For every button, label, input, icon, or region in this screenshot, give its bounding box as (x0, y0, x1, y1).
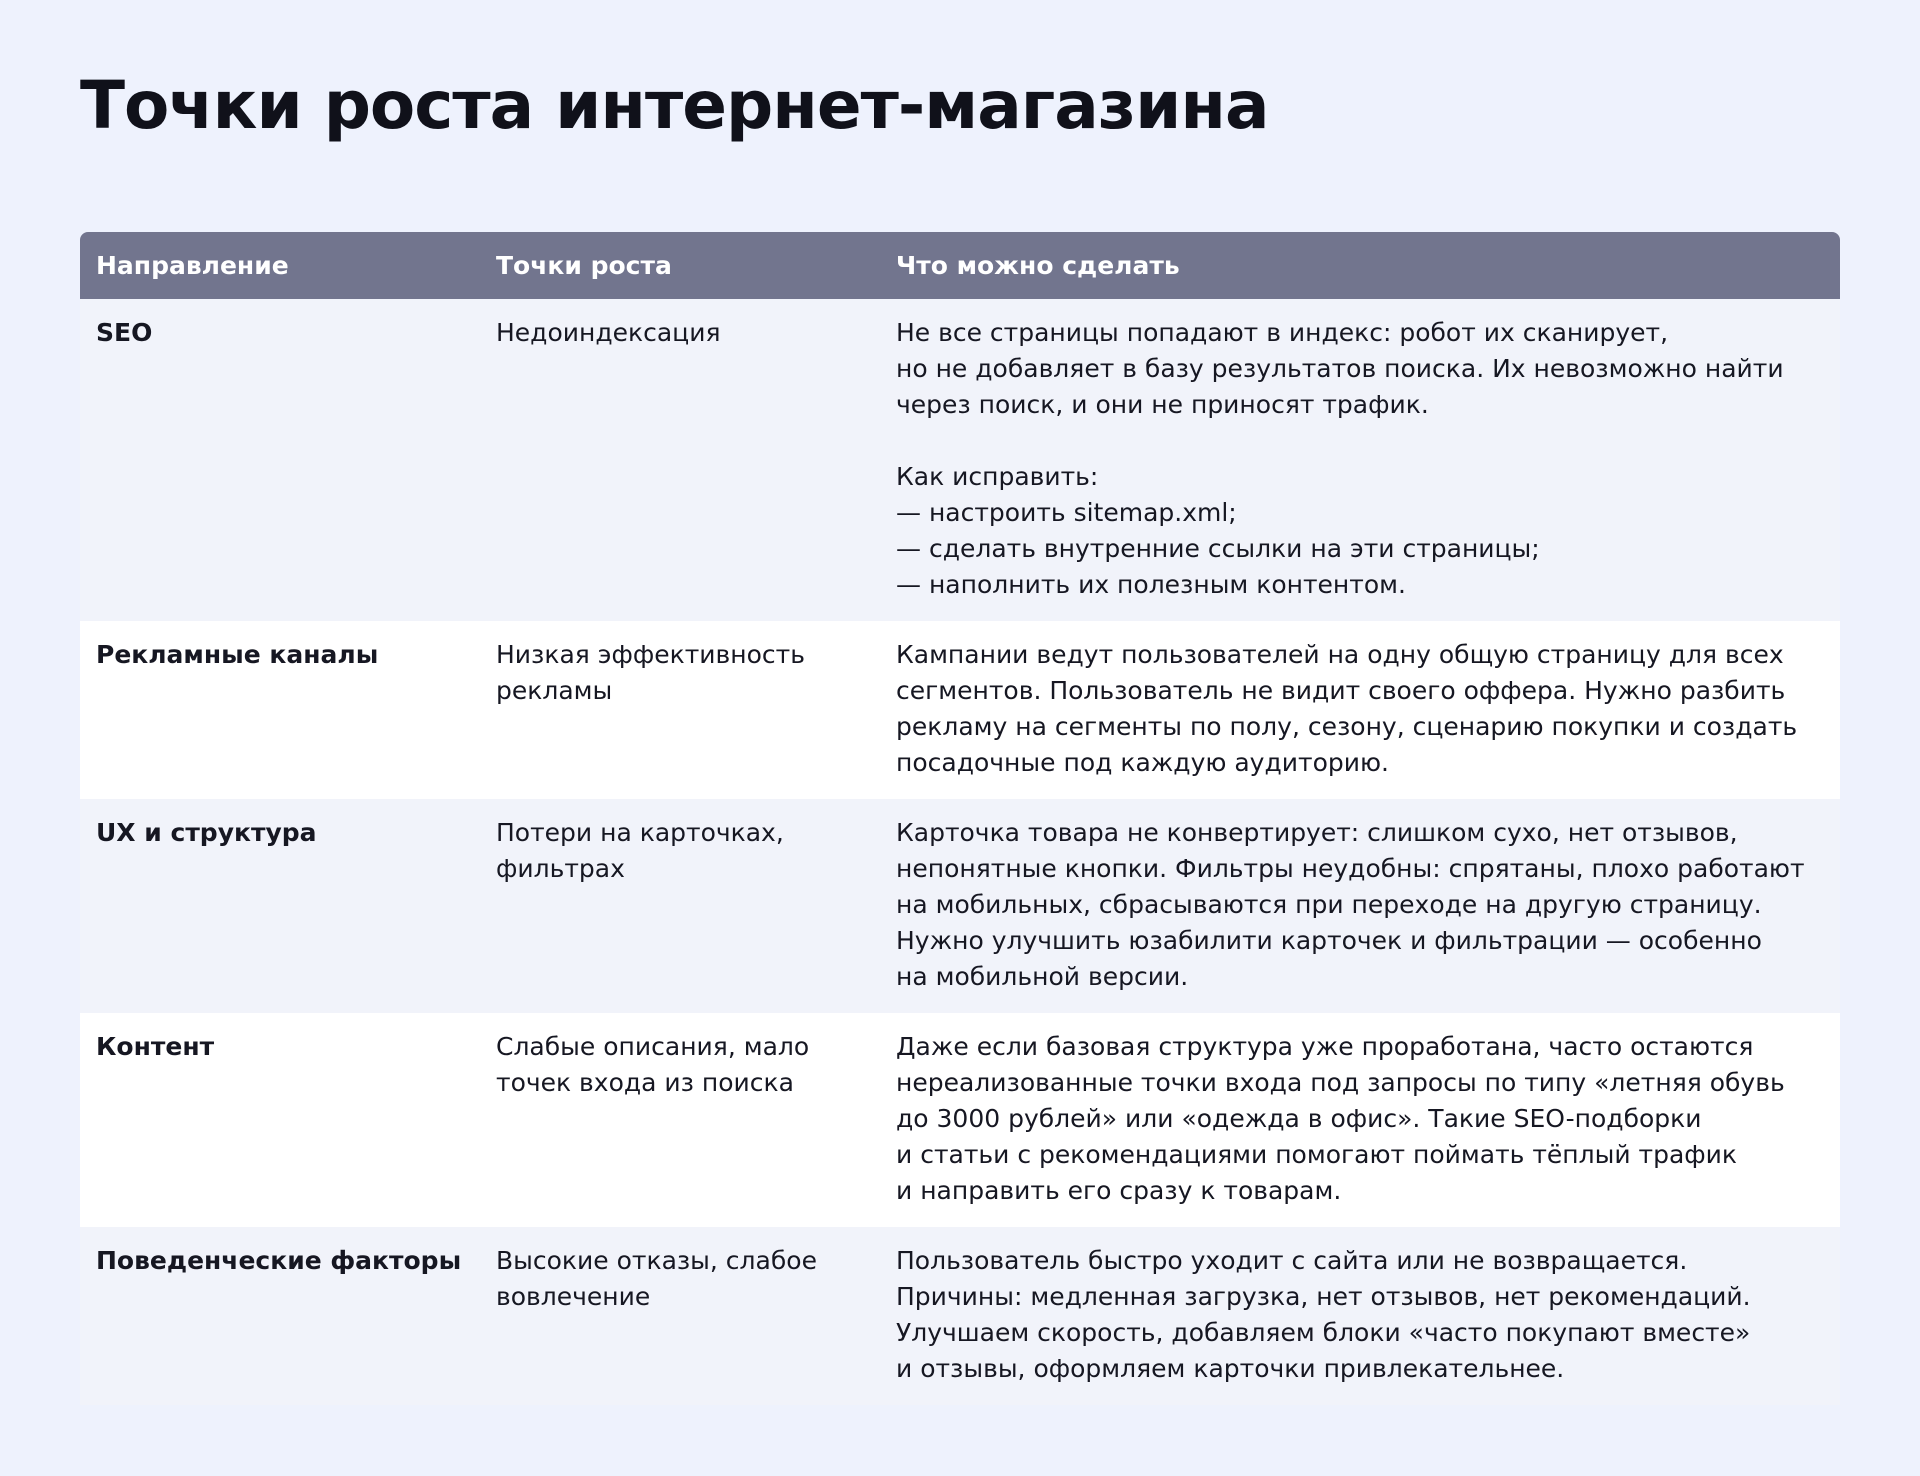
direction-cell: Поведенческие факторы (80, 1227, 480, 1405)
action-cell: Пользователь быстро уходит с сайта или не возвращается. Причины: медленная загрузка, нет отзывов, нет рекомендаций. Улучшаем скорость, добавляем блоки «часто покупают вместе» и отзывы, оформляем карточки привлекательнее. (880, 1227, 1840, 1405)
growth-point-cell: Слабые описания, мало точек входа из поиска (480, 1013, 880, 1227)
table-row (80, 799, 1840, 1013)
direction-cell: Контент (80, 1013, 480, 1227)
direction-cell: SEO (80, 299, 480, 621)
action-cell: Карточка товара не конвертирует: слишком сухо, нет отзывов, непонятные кнопки. Фильтры неудобны: спрятаны, плохо работают на мобильных, сбрасываются при переходе на другую страницу. Нужно улучшить юзабилити карточек и фильтрации — особенно на мобильной версии. (880, 799, 1840, 1013)
growth-point-cell: Потери на карточках, фильтрах (480, 799, 880, 1013)
growth-point-cell: Недоиндексация (480, 299, 880, 621)
table-row (80, 621, 1840, 799)
direction-cell: UX и структура (80, 799, 480, 1013)
table-row (80, 299, 1840, 621)
table-header-row (80, 232, 1840, 299)
table-row (80, 1013, 1840, 1227)
column-header-growth-points: Точки роста (480, 232, 880, 299)
action-cell: Не все страницы попадают в индекс: робот их сканирует, но не добавляет в базу результатов поиска. Их невозможно найти через поиск, и они не приносят трафик. Как исправить: — настроить sitemap.xml; — сделать внутренние ссылки на эти страницы; — наполнить их полезным контентом. (880, 299, 1840, 621)
action-cell: Даже если базовая структура уже проработана, часто остаются нереализованные точки входа под запросы по типу «летняя обувь до 3000 рублей» или «одежда в офис». Такие SEO-подборки и статьи с рекомендациями помогают поймать тёплый трафик и направить его сразу к товарам. (880, 1013, 1840, 1227)
column-header-direction: Направление (80, 232, 480, 299)
action-cell: Кампании ведут пользователей на одну общую страницу для всех сегментов. Пользователь не видит своего оффера. Нужно разбить рекламу на сегменты по полу, сезону, сценарию покупки и создать посадочные под каждую аудиторию. (880, 621, 1840, 799)
growth-points-table (80, 232, 1840, 1405)
page-title: Точки роста интернет-магазина (80, 67, 1269, 144)
direction-cell: Рекламные каналы (80, 621, 480, 799)
table-row (80, 1227, 1840, 1405)
growth-point-cell: Высокие отказы, слабое вовлечение (480, 1227, 880, 1405)
column-header-actions: Что можно сделать (880, 232, 1840, 299)
growth-point-cell: Низкая эффективность рекламы (480, 621, 880, 799)
